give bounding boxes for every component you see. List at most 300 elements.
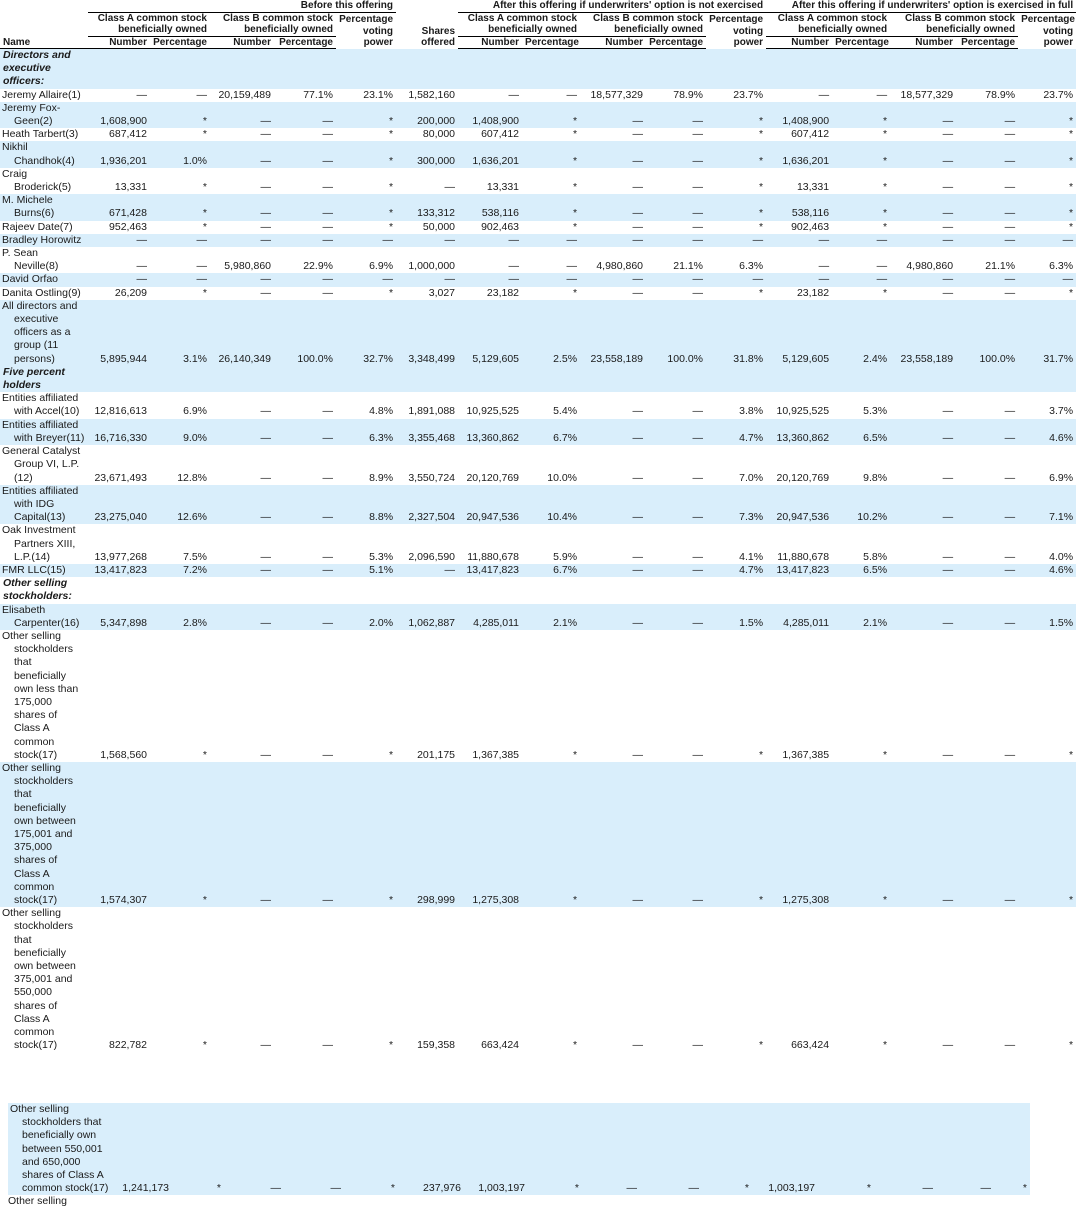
- cell-value: —: [1004, 128, 1016, 141]
- table-row: [8, 1103, 1030, 1195]
- cell-value: —: [692, 220, 704, 233]
- cell-value: —: [832, 234, 890, 247]
- cell-value: 1,003,197: [464, 1103, 528, 1195]
- cell-value: —: [692, 550, 704, 563]
- cell-value: —: [136, 88, 147, 101]
- cell-value: 10.2%: [832, 485, 890, 525]
- cell-value: 3.8%: [739, 405, 764, 418]
- cell-value: —: [632, 471, 644, 484]
- cell-value: —: [260, 286, 271, 299]
- cell-value: —: [1018, 234, 1076, 247]
- cell-value: *: [202, 748, 207, 761]
- cell-value: 8.9%: [369, 471, 394, 484]
- cell-value: 10.0%: [547, 471, 578, 484]
- header-number: Number: [458, 36, 522, 49]
- cell-value: —: [274, 564, 336, 577]
- cell-value: 5.4%: [553, 405, 578, 418]
- cell-value: 822,782: [109, 1039, 147, 1052]
- cell-value: 7.0%: [739, 471, 764, 484]
- cell-value: —: [210, 194, 274, 220]
- cell-value: 26,209: [114, 286, 147, 299]
- row-name: Entities affiliated with IDG Capital(13): [0, 485, 88, 525]
- cell-value: —: [396, 273, 458, 286]
- cell-value: —: [210, 485, 274, 525]
- cell-value: 5,347,898: [88, 604, 150, 630]
- cell-value: —: [942, 748, 954, 761]
- cell-value: —: [818, 260, 830, 273]
- cell-value: *: [522, 762, 580, 907]
- cell-value: —: [646, 141, 706, 167]
- cell-value: 2.1%: [522, 604, 580, 630]
- cell-value: 12.6%: [150, 485, 210, 525]
- cell-value: —: [580, 485, 646, 525]
- cell-value: —: [692, 748, 704, 761]
- cell-value: —: [196, 260, 207, 273]
- row-name: Nikhil Chandhok(4): [0, 141, 88, 167]
- cell-value: 7.2%: [150, 564, 210, 577]
- row-name: Entities affiliated with Accel(10): [2, 392, 80, 418]
- header-number: Number: [766, 36, 832, 49]
- cell-value: —: [890, 762, 956, 907]
- table-row: [0, 907, 1076, 1052]
- cell-value: 1.5%: [1018, 604, 1076, 630]
- cell-value: 6.3%: [336, 419, 396, 445]
- cell-value: —: [150, 234, 210, 247]
- cell-value: —: [646, 194, 706, 220]
- cell-value: —: [284, 1103, 344, 1195]
- header-class-b: Class B common stock beneficially owned: [580, 12, 706, 36]
- cell-value: 5,129,605: [458, 300, 522, 366]
- cell-value: 23,182: [796, 286, 830, 299]
- cell-value: —: [692, 405, 704, 418]
- cell-value: *: [758, 286, 764, 299]
- cell-value: 952,463: [109, 220, 147, 233]
- row-name: Other selling stockholders that beneficially own between 175,001 and 375,000 shares of Class A common stock(17): [0, 762, 88, 907]
- cell-value: *: [832, 102, 890, 128]
- cell-value: 12,816,613: [94, 405, 147, 418]
- cell-value: *: [388, 181, 394, 194]
- cell-value: 100.0%: [956, 300, 1018, 366]
- cell-value: *: [572, 181, 578, 194]
- cell-value: 13,977,268: [94, 550, 147, 563]
- cell-value: *: [388, 1039, 394, 1052]
- cell-value: *: [758, 128, 764, 141]
- cell-value: 5,129,605: [766, 300, 832, 366]
- cell-value: 3.1%: [150, 300, 210, 366]
- cell-value: 50,000: [422, 220, 456, 233]
- row-name: Other selling stockholders that beneficially own between 375,001 and 550,000 shares of Class A common stock(17): [2, 907, 76, 1052]
- cell-value: *: [344, 1103, 398, 1195]
- cell-value: —: [136, 260, 147, 273]
- cell-value: —: [260, 748, 271, 761]
- cell-value: 2.4%: [832, 300, 890, 366]
- cell-value: 31.8%: [706, 300, 766, 366]
- cell-value: 23,671,493: [94, 471, 147, 484]
- cell-value: —: [274, 102, 336, 128]
- cell-value: 4.6%: [1018, 564, 1076, 577]
- cell-value: 13,331: [486, 181, 520, 194]
- cell-value: *: [758, 1039, 764, 1052]
- cell-value: *: [150, 102, 210, 128]
- last-row-container: [8, 1103, 1030, 1208]
- cell-value: *: [522, 102, 580, 128]
- cell-value: 1,000,000: [408, 260, 456, 273]
- cell-value: 5.3%: [863, 405, 888, 418]
- row-name: FMR LLC(15): [0, 564, 88, 577]
- cell-value: 10.4%: [522, 485, 580, 525]
- cell-value: —: [956, 102, 1018, 128]
- header-number: Number: [210, 36, 274, 49]
- cell-value: —: [210, 141, 274, 167]
- cell-value: *: [994, 1103, 1030, 1195]
- cell-value: 4,285,011: [766, 604, 832, 630]
- cell-value: *: [336, 762, 396, 907]
- header-class-b: Class B common stock beneficially owned: [890, 12, 1018, 36]
- last-row-body: [8, 1103, 1030, 1195]
- cell-value: —: [508, 88, 520, 101]
- cell-value: —: [210, 234, 274, 247]
- cell-value: —: [706, 234, 766, 247]
- table-row: [0, 604, 1076, 630]
- cell-value: 4.0%: [1049, 550, 1074, 563]
- row-name: Other selling stockholders that beneficially own between 550,001 and 650,000 shares of Class A common stock(17): [8, 1103, 112, 1195]
- cell-value: —: [1004, 1039, 1016, 1052]
- cell-value: —: [956, 194, 1018, 220]
- cell-value: —: [210, 762, 274, 907]
- cell-value: —: [632, 550, 644, 563]
- cell-value: 7.5%: [183, 550, 207, 563]
- row-name: David Orfao: [0, 273, 88, 286]
- cell-value: —: [632, 748, 644, 761]
- cell-value: —: [706, 273, 766, 286]
- header-pct-voting: Percentage voting power: [709, 14, 764, 48]
- cell-value: *: [706, 762, 766, 907]
- cell-value: —: [274, 604, 336, 630]
- row-name: M. Michele Burns(6): [0, 194, 88, 220]
- header-after-not-exercised: After this offering if underwriters' option is not exercised: [458, 0, 766, 12]
- cell-value: *: [882, 220, 888, 233]
- cell-value: —: [88, 273, 150, 286]
- cell-value: —: [322, 405, 333, 418]
- cell-value: —: [150, 273, 210, 286]
- row-name: Craig Broderick(5): [2, 167, 72, 194]
- cell-value: 11,880,678: [777, 550, 830, 563]
- cell-value: —: [260, 128, 271, 141]
- cell-value: *: [388, 128, 394, 141]
- cell-value: —: [942, 286, 954, 299]
- cell-value: —: [274, 194, 336, 220]
- cell-value: 21.1%: [673, 260, 704, 273]
- cell-value: —: [942, 405, 954, 418]
- header-percentage: Percentage: [274, 36, 336, 49]
- row-name: Jeremy Fox-Geen(2): [0, 102, 88, 128]
- cell-value: 20,947,536: [766, 485, 832, 525]
- cell-value: —: [566, 88, 578, 101]
- table-row: [0, 128, 1076, 141]
- cell-value: 11,880,678: [467, 550, 520, 563]
- cell-value: 6.3%: [739, 260, 764, 273]
- cell-value: 78.9%: [985, 88, 1016, 101]
- cell-value: —: [260, 405, 271, 418]
- cell-value: —: [942, 181, 954, 194]
- cell-value: 100.0%: [274, 300, 336, 366]
- cell-value: —: [274, 273, 336, 286]
- cell-value: 4.7%: [706, 564, 766, 577]
- cell-value: *: [202, 128, 207, 141]
- cell-value: 13,417,823: [88, 564, 150, 577]
- cell-value: *: [758, 748, 764, 761]
- table-row: [0, 221, 1076, 234]
- cell-value: —: [876, 88, 888, 101]
- cell-value: 18,577,329: [590, 88, 644, 101]
- cell-value: 20,120,769: [776, 471, 830, 484]
- cell-value: 3,550,724: [408, 471, 456, 484]
- cell-value: —: [580, 141, 646, 167]
- cell-value: 2.0%: [336, 604, 396, 630]
- cell-value: —: [890, 419, 956, 445]
- header-after-exercised-full: After this offering if underwriters' option is exercised in full: [766, 0, 1076, 12]
- cell-value: —: [580, 194, 646, 220]
- cell-value: 10,925,525: [776, 405, 830, 418]
- cell-value: *: [1018, 141, 1076, 167]
- cell-value: —: [646, 564, 706, 577]
- row-name: Heath Tarbert(3): [2, 128, 79, 141]
- cell-value: 21.1%: [985, 260, 1016, 273]
- cell-value: 3.7%: [1049, 405, 1074, 418]
- table-row: [0, 287, 1076, 300]
- cell-value: 6.9%: [369, 260, 394, 273]
- cell-value: —: [260, 471, 271, 484]
- cell-value: *: [202, 1039, 207, 1052]
- cell-value: 5,895,944: [88, 300, 150, 366]
- cell-value: 2.5%: [522, 300, 580, 366]
- cell-value: —: [890, 604, 956, 630]
- cell-value: 1,936,201: [88, 141, 150, 167]
- cell-value: 78.9%: [673, 88, 704, 101]
- row-name: Bradley Horowitz: [0, 234, 88, 247]
- cell-value: 23.7%: [733, 88, 764, 101]
- cell-value: —: [336, 273, 396, 286]
- cell-value: *: [572, 220, 578, 233]
- table-row: [0, 630, 1076, 762]
- cell-value: *: [528, 1103, 582, 1195]
- cell-value: 1.5%: [706, 604, 766, 630]
- table-row: [0, 89, 1076, 102]
- cell-value: —: [632, 1039, 644, 1052]
- cell-value: 13,360,862: [458, 419, 522, 445]
- cell-value: —: [956, 485, 1018, 525]
- cell-value: —: [210, 419, 274, 445]
- cell-value: *: [522, 194, 580, 220]
- cell-value: *: [1018, 194, 1076, 220]
- cell-value: —: [274, 234, 336, 247]
- cell-value: 23,182: [486, 286, 520, 299]
- cell-value: 6.5%: [832, 564, 890, 577]
- cell-value: 1,275,308: [458, 762, 522, 907]
- cell-value: —: [274, 762, 336, 907]
- cell-value: 200,000: [396, 102, 458, 128]
- cell-value: —: [942, 220, 954, 233]
- cell-value: 12.8%: [177, 471, 207, 484]
- cell-value: 23,558,189: [890, 300, 956, 366]
- cell-value: —: [766, 234, 832, 247]
- cell-value: —: [890, 102, 956, 128]
- cell-value: *: [1069, 286, 1074, 299]
- cell-value: *: [388, 220, 394, 233]
- cell-value: 9.8%: [863, 471, 888, 484]
- header-class-b: Class B common stock beneficially owned: [210, 12, 336, 36]
- header-number: Number: [580, 36, 646, 49]
- cell-value: *: [832, 141, 890, 167]
- cell-value: 7.3%: [706, 485, 766, 525]
- cell-value: 201,175: [417, 748, 456, 761]
- cell-value: —: [646, 604, 706, 630]
- table-row: [0, 524, 1076, 564]
- cell-value: 663,424: [791, 1039, 830, 1052]
- cell-value: *: [758, 220, 764, 233]
- cell-value: 5.1%: [336, 564, 396, 577]
- header-class-a: Class A common stock beneficially owned: [766, 12, 890, 36]
- cell-value: *: [882, 181, 888, 194]
- header-percentage: Percentage: [522, 36, 580, 49]
- cell-value: 1,608,900: [88, 102, 150, 128]
- header-pct-voting: Percentage voting power: [339, 14, 394, 48]
- header-number: Number: [890, 36, 956, 49]
- cell-value: —: [1004, 286, 1016, 299]
- cell-value: 1,003,197: [752, 1103, 818, 1195]
- cell-value: —: [1004, 748, 1016, 761]
- section-header-row: [0, 49, 1076, 89]
- cell-value: 20,947,536: [458, 485, 522, 525]
- cell-value: —: [646, 102, 706, 128]
- cell-value: —: [646, 234, 706, 247]
- cell-value: —: [522, 234, 580, 247]
- cell-value: 6.9%: [1049, 471, 1074, 484]
- cell-value: *: [1018, 102, 1076, 128]
- cell-value: 10,925,525: [466, 405, 520, 418]
- cell-value: 687,412: [109, 128, 147, 141]
- cell-value: 4,980,860: [906, 260, 954, 273]
- cell-value: —: [260, 1039, 271, 1052]
- cell-value: —: [632, 181, 644, 194]
- cell-value: —: [396, 564, 458, 577]
- cell-value: *: [706, 141, 766, 167]
- cell-value: —: [444, 181, 456, 194]
- cell-value: 1,241,173: [112, 1103, 172, 1195]
- cell-value: —: [890, 234, 956, 247]
- cell-value: —: [260, 550, 271, 563]
- last-row-table: [8, 1103, 1030, 1195]
- cell-value: —: [322, 286, 333, 299]
- cell-value: —: [322, 471, 333, 484]
- cell-value: 4.1%: [739, 550, 764, 563]
- header-percentage: Percentage: [150, 36, 210, 49]
- cell-value: —: [1004, 471, 1016, 484]
- cell-value: —: [322, 220, 333, 233]
- cell-value: —: [1004, 405, 1016, 418]
- cell-value: *: [1069, 128, 1074, 141]
- cell-value: —: [646, 762, 706, 907]
- cell-value: 5,980,860: [224, 260, 271, 273]
- table-row: [0, 234, 1076, 247]
- cell-value: *: [572, 1039, 578, 1052]
- cell-value: 6.7%: [522, 564, 580, 577]
- cell-value: 23.1%: [363, 88, 394, 101]
- cell-value: 237,976: [398, 1103, 464, 1195]
- cell-value: —: [322, 1039, 333, 1052]
- cell-value: 1,582,160: [408, 88, 456, 101]
- cell-value: —: [274, 485, 336, 525]
- cell-value: 80,000: [422, 128, 456, 141]
- row-name: Rajeev Date(7): [2, 220, 73, 233]
- section-header-row: [0, 577, 1076, 603]
- cell-value: —: [88, 234, 150, 247]
- row-name: P. Sean Neville(8): [2, 247, 59, 273]
- cell-value: 2,096,590: [408, 550, 456, 563]
- cell-value: 1,062,887: [396, 604, 458, 630]
- cell-value: *: [832, 762, 890, 907]
- cell-value: 20,159,489: [218, 88, 271, 101]
- table-row: [0, 392, 1076, 418]
- cell-value: 100.0%: [646, 300, 706, 366]
- cell-value: *: [172, 1103, 224, 1195]
- cell-value: —: [336, 234, 396, 247]
- cell-value: —: [936, 1103, 994, 1195]
- cell-value: —: [322, 550, 333, 563]
- cell-value: —: [322, 181, 333, 194]
- cell-value: *: [758, 181, 764, 194]
- cell-value: 1.0%: [150, 141, 210, 167]
- cell-value: —: [832, 273, 890, 286]
- cell-value: 4,980,860: [596, 260, 644, 273]
- cell-value: —: [632, 405, 644, 418]
- cell-value: —: [956, 604, 1018, 630]
- cell-value: 3,348,499: [396, 300, 458, 366]
- cell-value: —: [224, 1103, 284, 1195]
- cell-value: *: [150, 762, 210, 907]
- cell-value: *: [1069, 1039, 1074, 1052]
- cell-value: 1,367,385: [782, 748, 830, 761]
- header-percentage: Percentage: [832, 36, 890, 49]
- cell-value: —: [210, 564, 274, 577]
- table-row: [0, 273, 1076, 286]
- cell-value: —: [580, 762, 646, 907]
- cell-value: 1,568,560: [100, 748, 147, 761]
- cell-value: *: [832, 194, 890, 220]
- cell-value: —: [692, 286, 704, 299]
- cell-value: *: [818, 1103, 874, 1195]
- cell-value: 18,577,329: [900, 88, 954, 101]
- cell-value: —: [582, 1103, 640, 1195]
- cell-value: —: [1004, 181, 1016, 194]
- cell-value: *: [336, 102, 396, 128]
- cell-value: 2,327,504: [396, 485, 458, 525]
- table-row: [0, 485, 1076, 525]
- cell-value: *: [150, 194, 210, 220]
- cell-value: 3,355,468: [396, 419, 458, 445]
- cell-value: 20,120,769: [466, 471, 520, 484]
- cell-value: 22.9%: [303, 260, 333, 273]
- header-percentage: Percentage: [956, 36, 1018, 49]
- cell-value: —: [580, 273, 646, 286]
- cell-value: 607,412: [481, 128, 520, 141]
- cell-value: *: [572, 128, 578, 141]
- cell-value: 2.1%: [832, 604, 890, 630]
- cell-value: 23,275,040: [88, 485, 150, 525]
- header-number: Number: [88, 36, 150, 49]
- cell-value: *: [336, 194, 396, 220]
- cell-value: —: [1004, 550, 1016, 563]
